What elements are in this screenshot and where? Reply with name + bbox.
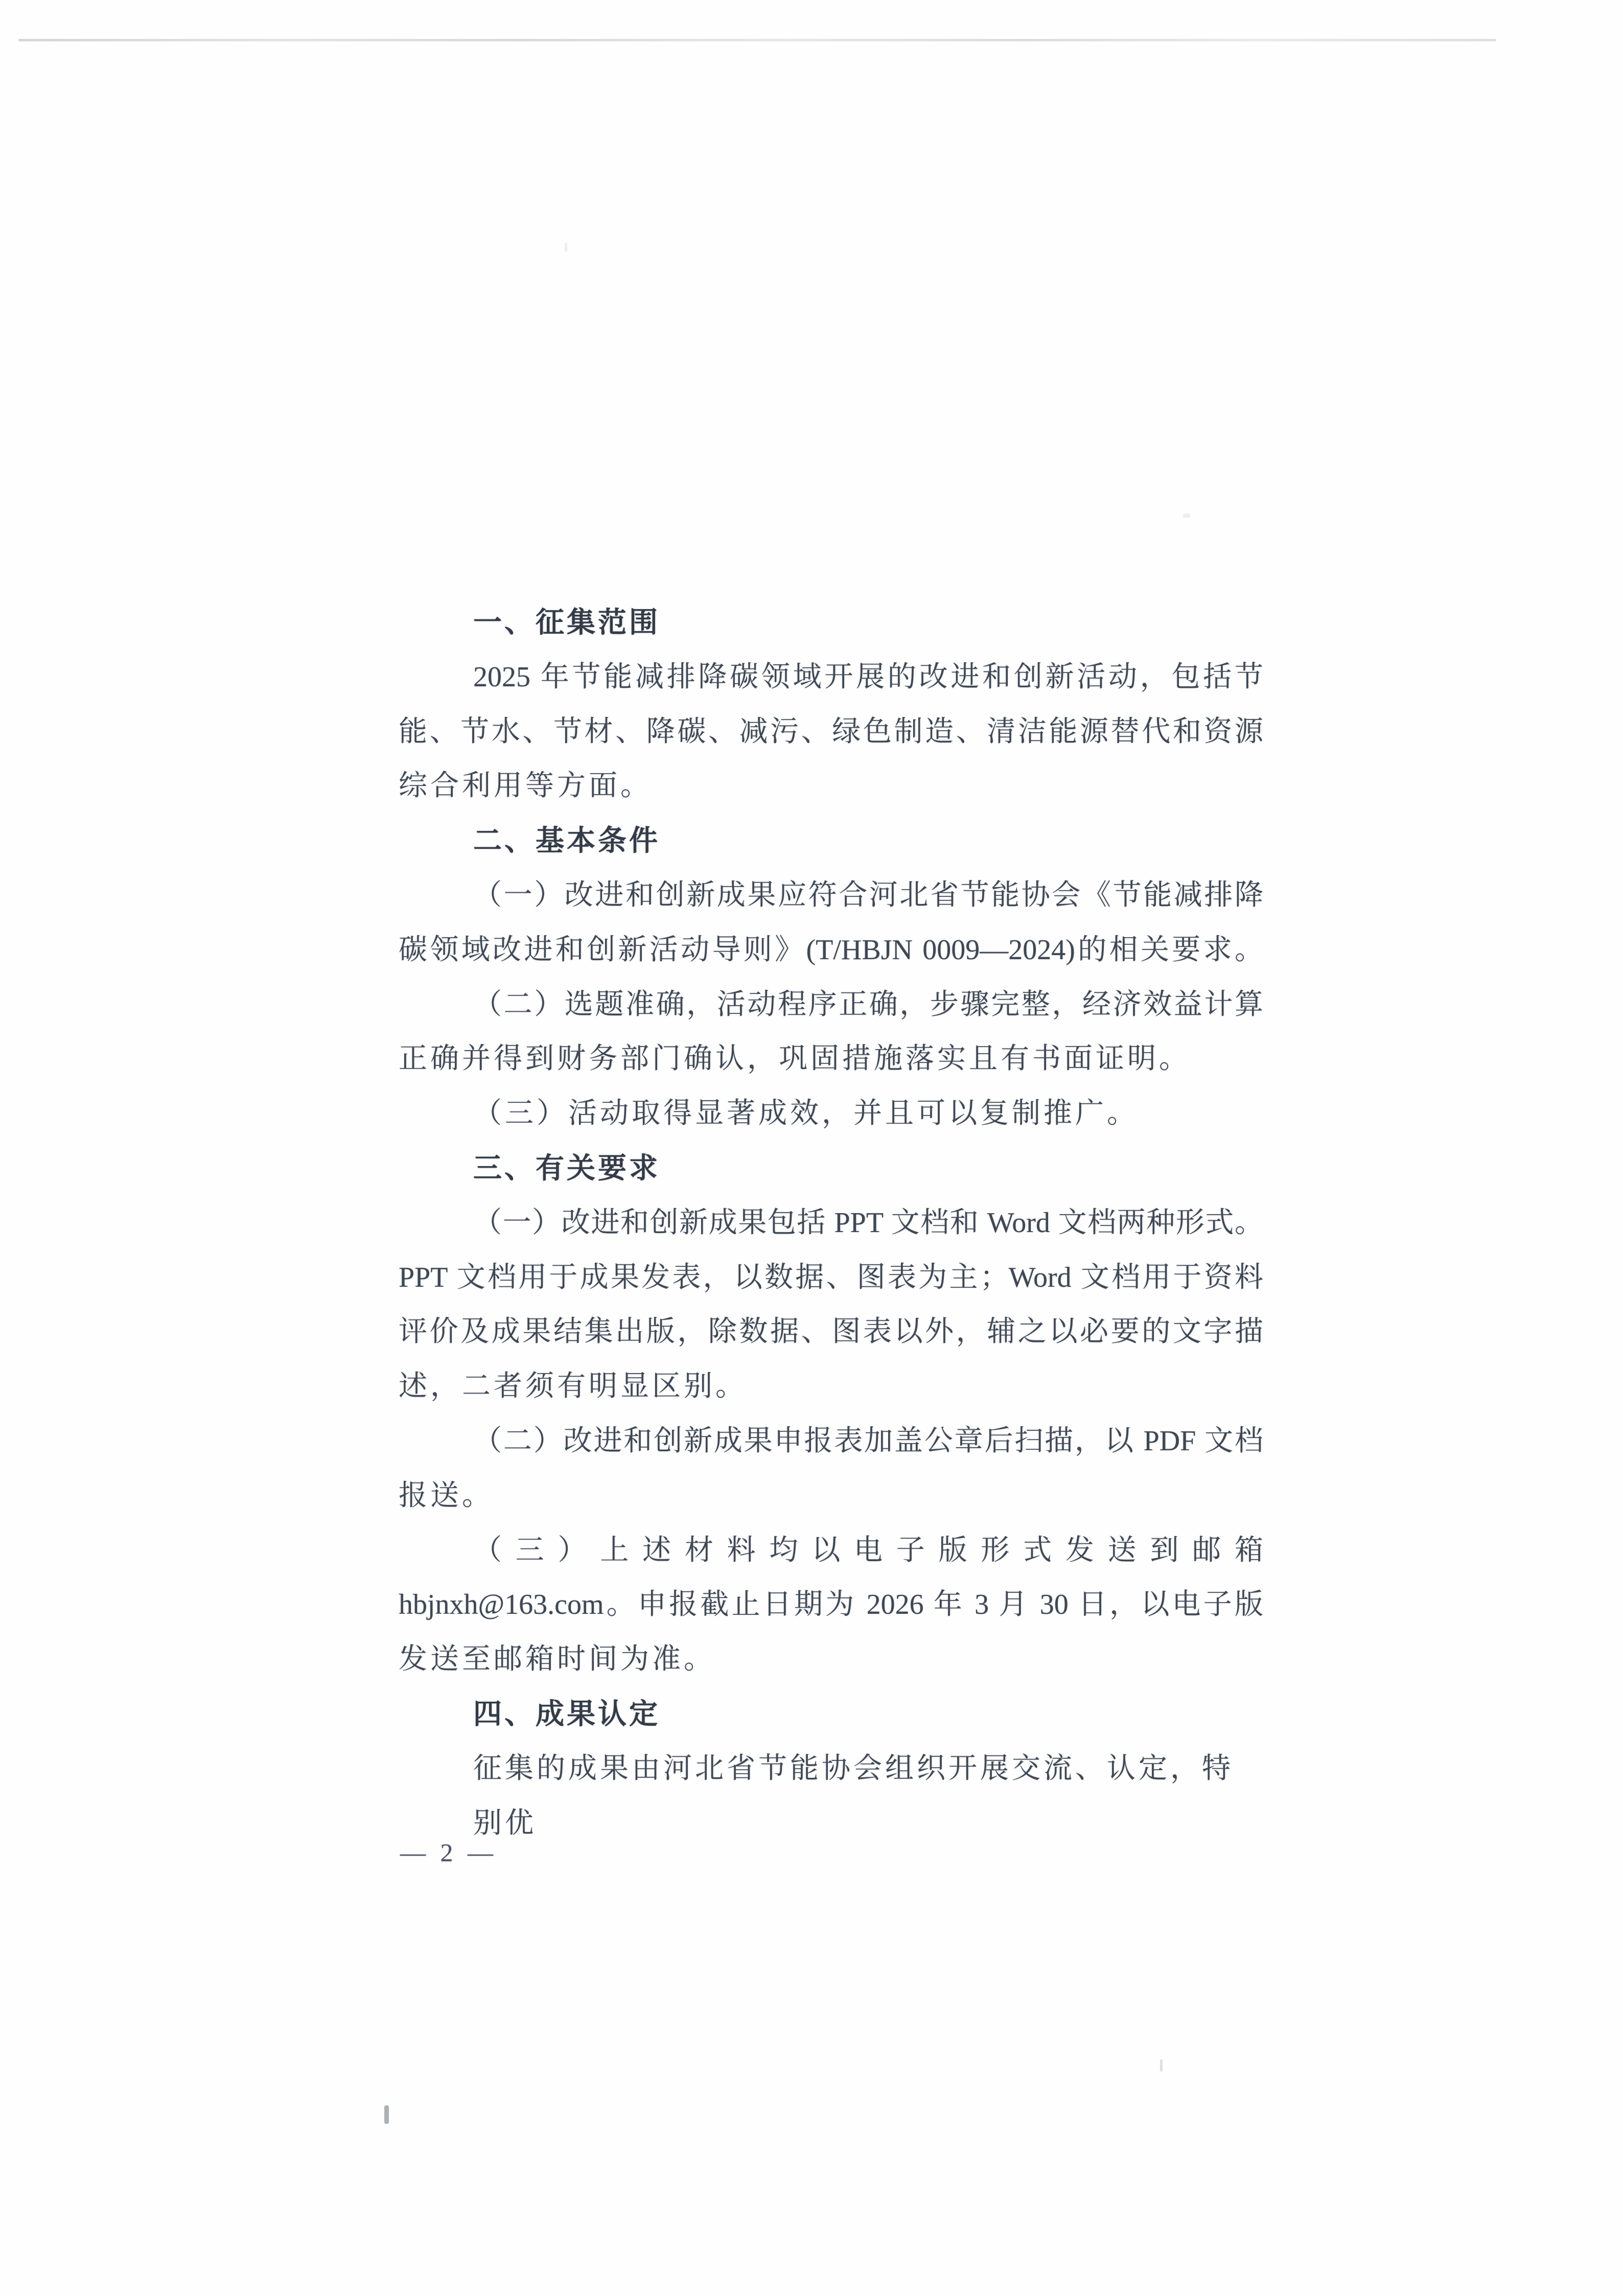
document-text-block	[399, 595, 1263, 1839]
body-text-line: （一）改进和创新成果应符合河北省节能协会《节能减排降	[473, 879, 1263, 911]
body-text-line: 报送。	[399, 1479, 494, 1512]
body-text-line: （二）选题准确，活动程序正确，步骤完整，经济效益计算	[473, 988, 1263, 1021]
body-text-line: 2025 年节能减排降碳领域开展的改进和创新活动，包括节	[473, 661, 1263, 693]
body-text-line: （三）上述材料均以电子版形式发送到邮箱	[473, 1534, 1263, 1566]
section-heading-line: 二、基本条件	[473, 824, 660, 857]
body-text-line: 发送至邮箱时间为准。	[399, 1643, 715, 1676]
scan-speck	[384, 2105, 389, 2124]
body-text-line: （二）改进和创新成果申报表加盖公章后扫描，以 PDF 文档	[473, 1425, 1263, 1457]
scan-speck	[1183, 514, 1190, 518]
body-text-line: 评价及成果结集出版，除数据、图表以外，辅之以必要的文字描	[399, 1316, 1263, 1348]
scan-edge-line-artifact	[18, 39, 1496, 41]
body-text-line: PPT 文档用于成果发表，以数据、图表为主；Word 文档用于资料	[399, 1261, 1263, 1293]
scan-speck	[565, 243, 567, 252]
body-text-line: 综合利用等方面。	[399, 770, 652, 802]
body-text-line: hbjnxh@163.com。申报截止日期为 2026 年 3 月 30 日，以电子版	[399, 1589, 1263, 1621]
body-text-line: 征集的成果由河北省节能协会组织开展交流、认定，特别优	[473, 1752, 1234, 1839]
body-text-line: 述，二者须有明显区别。	[399, 1371, 747, 1403]
section-heading-line: 三、有关要求	[473, 1151, 660, 1184]
body-text-line: （三）活动取得显著成效，并且可以复制推广。	[473, 1098, 1139, 1130]
section-heading-line: 一、征集范围	[473, 606, 660, 638]
body-text-line: （一）改进和创新成果包括 PPT 文档和 Word 文档两种形式。	[473, 1207, 1263, 1239]
body-text-line: 碳领域改进和创新活动导则》(T/HBJN 0009—2024)的相关要求。	[399, 934, 1263, 966]
body-text-line: 能、节水、节材、降碳、减污、绿色制造、清洁能源替代和资源	[399, 715, 1263, 748]
section-heading-line: 四、成果认定	[473, 1697, 660, 1730]
body-text-line: 正确并得到财务部门确认，巩固措施落实且有书面证明。	[399, 1043, 1191, 1075]
scan-speck	[1160, 2059, 1163, 2072]
page-number: — 2 —	[400, 1838, 497, 1867]
